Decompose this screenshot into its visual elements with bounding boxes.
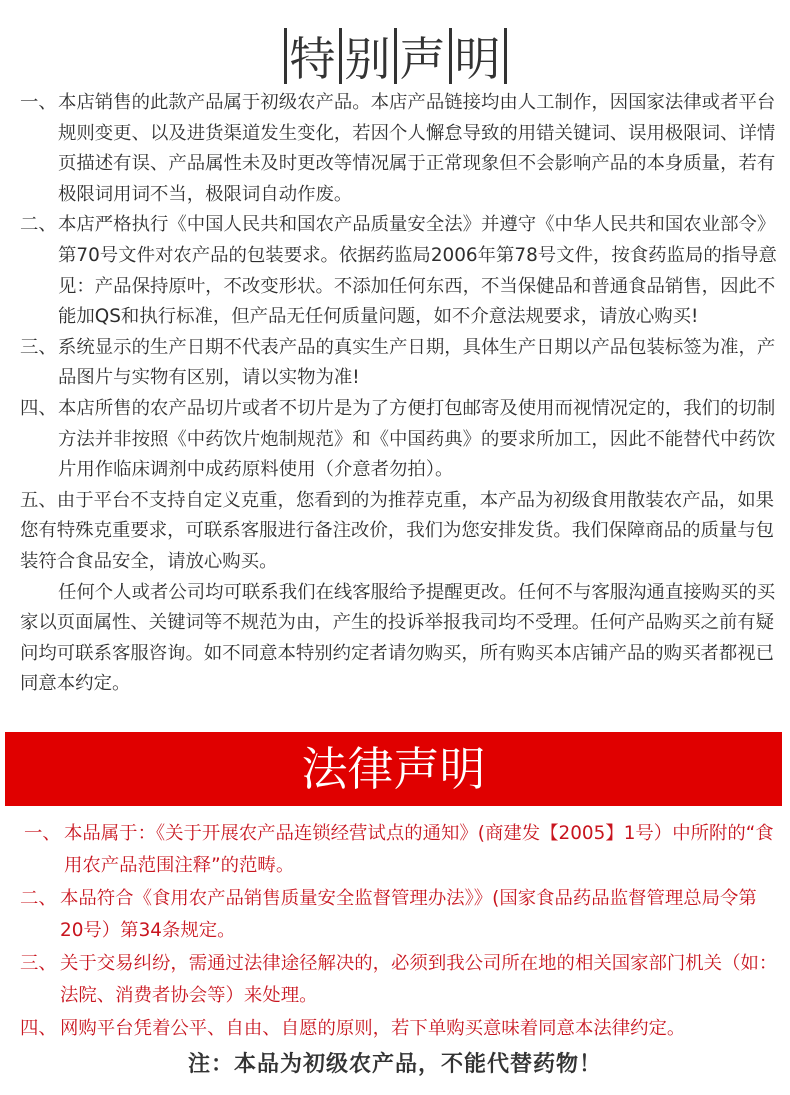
item-text: 关于交易纠纷，需通过法律途径解决的，必须到我公司所在地的相关国家部门机关（如：法院、消费者协会等）来处理。 (60, 953, 778, 1006)
legal-item-4 (20, 1013, 780, 1045)
legal-notice-title: 法律声明 (301, 742, 486, 796)
notice-item-3 (20, 333, 780, 394)
legal-item-1 (20, 818, 780, 881)
footer-note: 注：本品为初级农产品，不能代替药物！ (187, 1052, 602, 1077)
item-number: 四、 (20, 397, 57, 419)
item-number: 五、 (20, 489, 57, 511)
item-number: 三、 (20, 336, 57, 358)
item-number: 二、 (20, 214, 57, 236)
item-text: 本品符合《食用农产品销售质量安全监督管理办法》》(国家食品药品监督管理总局令第20号）第34条规定。 (60, 888, 757, 941)
item-number: 三、 (20, 953, 57, 974)
item-number: 二、 (20, 888, 57, 909)
legal-notice-body (20, 818, 780, 1045)
item-number: 一、 (24, 823, 61, 844)
title-divider (284, 28, 287, 84)
special-notice-body (20, 88, 780, 700)
legal-item-2 (20, 883, 780, 946)
title-divider (449, 28, 452, 84)
title-divider (394, 28, 397, 84)
item-text: 本店严格执行《中国人民共和国农产品质量安全法》并遵守《中华人民共和国农业部令》第70号文件对农产品的包装要求。依据药监局2006年第78号文件，按食药监局的指导意见：产品保持原叶，不改变形状。不添加任何东西，不当保健品和普通食品销售，因此不能加QS和执行标准，但产品无任何质量问题，如不介意法规要求，请放心购买! (58, 214, 777, 328)
title-divider (339, 28, 342, 84)
item-text: 本品属于：《关于开展农产品连锁经营试点的通知》(商建发【2005】1号）中所附的“食用农产品范围注释”的范畴。 (64, 823, 774, 876)
title-char: 明 (454, 31, 501, 86)
special-notice-title (0, 24, 790, 90)
title-char: 别 (344, 31, 391, 86)
title-char: 声 (399, 31, 446, 86)
item-text: 由于平台不支持自定义克重，您看到的为推荐克重，本产品为初级食用散装农产品，如果您有特殊克重要求，可联系客服进行备注改价，我们为您安排发货。我们保障商品的质量与包装符合食品安全，请放心购买。 (20, 489, 775, 572)
legal-item-3 (20, 948, 780, 1011)
notice-item-1 (20, 88, 780, 210)
notice-item-2 (20, 210, 780, 332)
item-text: 本店所售的农产品切片或者不切片是为了方便打包邮寄及使用而视情况定的，我们的切制方法并非按照《中药饮片炮制规范》和《中国药典》的要求所加工，因此不能替代中药饮片用作临床调剂中成药原料使用（介意者勿拍）。 (58, 397, 776, 481)
title-char: 特 (289, 31, 336, 86)
item-text: 系统显示的生产日期不代表产品的真实生产日期，具体生产日期以产品包装标签为准，产品图片与实物有区别，请以实物为准! (58, 336, 776, 389)
notice-item-5 (20, 486, 780, 578)
item-text: 网购平台凭着公平、自由、自愿的原则，若下单购买意味着同意本法律约定。 (60, 1018, 686, 1039)
notice-item-4 (20, 394, 780, 486)
title-divider (504, 28, 507, 84)
legal-notice-banner (5, 732, 782, 806)
closing-paragraph: 任何个人或者公司均可联系我们在线客服给予提醒更改。任何不与客服沟通直接购买的买家以页面属性、关键词等不规范为由，产生的投诉举报我司均不受理。任何产品购买之前有疑问均可联系客服咨询。如不同意本特别约定者请勿购买，所有购买本店铺产品的购买者都视已同意本约定。 (20, 581, 776, 695)
item-number: 四、 (20, 1018, 57, 1039)
item-text: 本店销售的此款产品属于初级农产品。本店产品链接均由人工制作，因国家法律或者平台规则变更、以及进货渠道发生变化，若因个人懈怠导致的用错关键词、误用极限词、详情页描述有误、产品属性未及时更改等情况属于正常现象但不会影响产品的本身质量，若有极限词用词不当，极限词自动作废。 (58, 92, 776, 205)
item-number: 一、 (20, 92, 57, 113)
